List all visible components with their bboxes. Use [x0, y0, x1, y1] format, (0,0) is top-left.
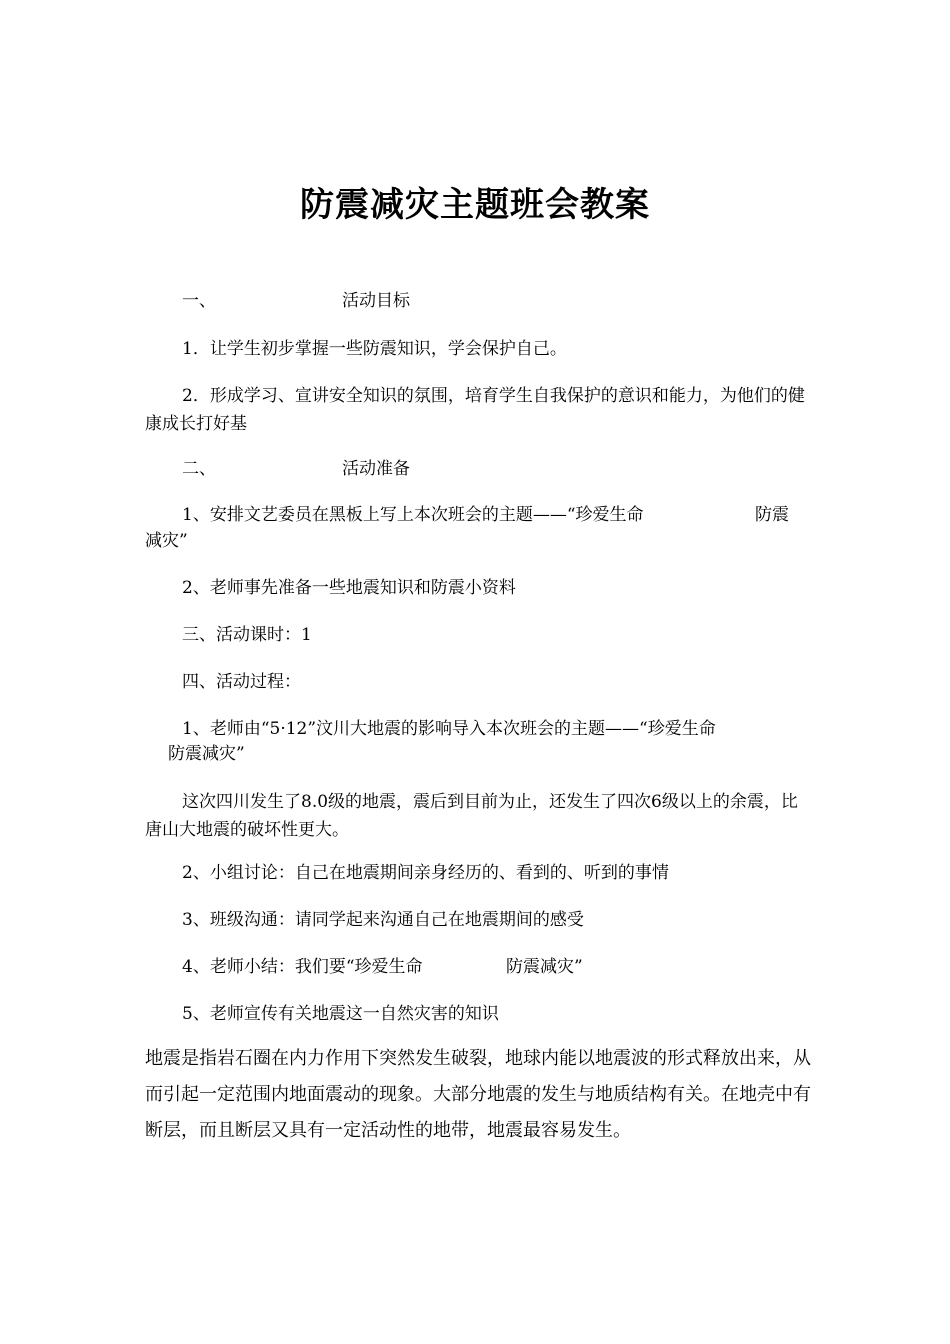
process-4-paragraph: 4、老师小结：我们要“珍爱生命: [182, 957, 423, 977]
process-2-paragraph: 2、小组讨论：自己在地震期间亲身经历的、看到的、听到的事情: [182, 863, 669, 883]
process-3-paragraph: 3、班级沟通：请同学起来沟通自己在地震期间的感受: [182, 910, 584, 930]
section-2-heading: 活动准备: [342, 459, 410, 479]
earthquake-definition-paragraph: 地震是指岩石圈在内力作用下突然发生破裂，地球内能以地震波的形式释放出来，从而引起一定范围内地面震动的现象。大部分地震的发生与地质结构有关。在地壳中有断层，而且断层又具有一定活动性的地带，地震最容易发生。: [145, 1048, 811, 1141]
section-1-number: 一、: [182, 291, 216, 311]
section-4-heading: 四、活动过程：: [182, 672, 301, 692]
section-3-heading: 三、活动课时：1: [182, 625, 312, 645]
prep-1-line1-tail: 防震: [755, 505, 789, 525]
section-2-number: 二、: [182, 459, 216, 479]
process-1-line2: 防震减灾”: [168, 744, 245, 764]
process-5-paragraph: 5、老师宣传有关地震这一自然灾害的知识: [182, 1004, 499, 1024]
goal-2-paragraph: 2．形成学习、宣讲安全知识的氛围，培育学生自我保护的意识和能力，为他们的健康成长打好基: [145, 386, 805, 434]
goal-1-paragraph: 1．让学生初步掌握一些防震知识，学会保护自己。: [182, 339, 567, 359]
process-note-paragraph: 这次四川发生了8.0级的地震，震后到目前为止，还发生了四次6级以上的余震，比唐山大地震的破坏性更大。: [145, 792, 798, 840]
process-1-line1: 1、老师由“5·12”汶川大地震的影响导入本次班会的主题——“珍爱生命: [182, 719, 716, 739]
prep-2-paragraph: 2、老师事先准备一些地震知识和防震小资料: [182, 578, 516, 598]
process-4-paragraph-tail: 防震减灾”: [506, 957, 583, 977]
section-1-heading: 活动目标: [342, 291, 410, 311]
prep-1-line2: 减灾”: [145, 531, 188, 551]
document-title: 防震减灾主题班会教案: [300, 185, 650, 225]
prep-1-line1: 1、安排文艺委员在黑板上写上本次班会的主题——“珍爱生命: [182, 505, 644, 525]
